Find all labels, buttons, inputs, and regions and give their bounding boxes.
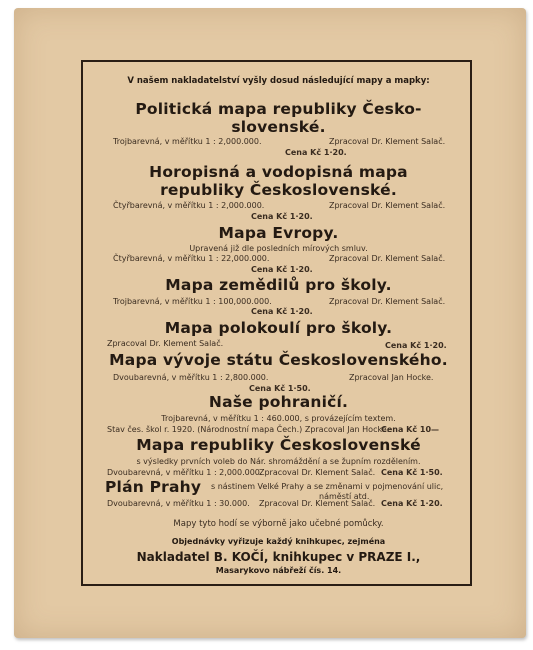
footer-school-note: Mapy tyto hodí se výborně jako učebné pomůcky. — [173, 519, 384, 529]
price-political-map: Cena Kč 1·20. — [285, 148, 347, 157]
spec-europe-map: Čtyřbarevná, v měřítku 1 : 22,000.000. — [113, 254, 270, 263]
price-state-development-map: Cena Kč 1·50. — [249, 384, 311, 393]
price-relief-map: Cena Kč 1·20. — [251, 212, 313, 221]
title-relief-map-cont: republiky Československé. — [160, 181, 397, 199]
author-state-development-map: Zpracoval Jan Hocke. — [349, 373, 434, 382]
author-republic-elections-map: Zpracoval Dr. Klement Salač. — [259, 468, 376, 477]
footer-address: Masarykovo nábřeží čís. 14. — [215, 566, 342, 575]
paper-sheet — [14, 8, 526, 638]
title-state-development-map: Mapa vývoje státu Československého. — [109, 351, 448, 369]
author-hemispheres-map: Zpracoval Dr. Klement Salač. — [107, 339, 224, 348]
spec-continents-map: Trojbarevná, v měřítku 1 : 100,000.000. — [113, 297, 272, 306]
price-republic-elections-map: Cena Kč 1·50. — [381, 468, 443, 477]
title-borderlands-map: Naše pohraničí. — [208, 393, 349, 411]
title-europe-map: Mapa Evropy. — [218, 224, 339, 242]
title-relief-map: Horopisná a vodopisná mapa — [149, 163, 408, 181]
price-prague-plan: Cena Kč 1·20. — [381, 499, 443, 508]
note-prague-plan-cont: náměstí atd. — [319, 492, 370, 501]
spec-prague-plan: Dvoubarevná, v měřítku 1 : 30.000. — [107, 499, 250, 508]
spec-state-development-map: Dvoubarevná, v měřítku 1 : 2,800.000. — [113, 373, 269, 382]
title-political-map: Politická mapa republiky Česko- — [135, 100, 422, 118]
note-republic-elections-map: s výsledky prvních voleb do Nár. shromáždění a se župním rozdělením. — [136, 457, 421, 466]
author-political-map: Zpracoval Dr. Klement Salač. — [329, 137, 446, 146]
title-hemispheres-map: Mapa polokoulí pro školy. — [164, 319, 393, 337]
author-relief-map: Zpracoval Dr. Klement Salač. — [329, 201, 446, 210]
price-hemispheres-map: Cena Kč 1·20. — [385, 341, 447, 350]
footer-publisher: Nakladatel B. KOČÍ, knihkupec v PRAZE I., — [136, 550, 421, 564]
note-europe-map: Upravená již dle posledních mírových smluv. — [189, 244, 368, 253]
author-continents-map: Zpracoval Dr. Klement Salač. — [329, 297, 446, 306]
note-prague-plan: s nástinem Velké Prahy a se změnami v pojmenování ulic, — [211, 482, 444, 491]
author-prague-plan: Zpracoval Dr. Klement Salač. — [259, 499, 376, 508]
spec-republic-elections-map: Dvoubarevná, v měřítku 1 : 2,000.000. — [107, 468, 263, 477]
advert-frame — [81, 60, 472, 586]
title-prague-plan: Plán Prahy — [105, 478, 202, 496]
price-borderlands-map: Cena Kč 10— — [381, 425, 440, 434]
spec-political-map: Trojbarevná, v měřítku 1 : 2,000.000. — [113, 137, 262, 146]
header-line: V našem nakladatelství vyšly dosud následující mapy a mapky: — [127, 76, 430, 86]
footer-orders: Objednávky vyřizuje každý knihkupec, zejména — [171, 537, 386, 546]
author-europe-map: Zpracoval Dr. Klement Salač. — [329, 254, 446, 263]
price-continents-map: Cena Kč 1·20. — [251, 307, 313, 316]
spec-relief-map: Čtyřbarevná, v měřítku 1 : 2,000.000. — [113, 201, 265, 210]
title-political-map-cont: slovenské. — [231, 118, 326, 136]
title-continents-map: Mapa zemědilů pro školy. — [165, 276, 392, 294]
title-republic-elections-map: Mapa republiky Československé — [136, 436, 421, 454]
spec-borderlands-map: Trojbarevná, v měřítku 1 : 460.000, s provázejícím textem. — [161, 414, 396, 423]
price-europe-map: Cena Kč 1·20. — [251, 265, 313, 274]
census-borderlands-map: Stav čes. škol r. 1920. (Národnostní mapa Čech.) Zpracoval Jan Hocke. — [107, 425, 390, 434]
